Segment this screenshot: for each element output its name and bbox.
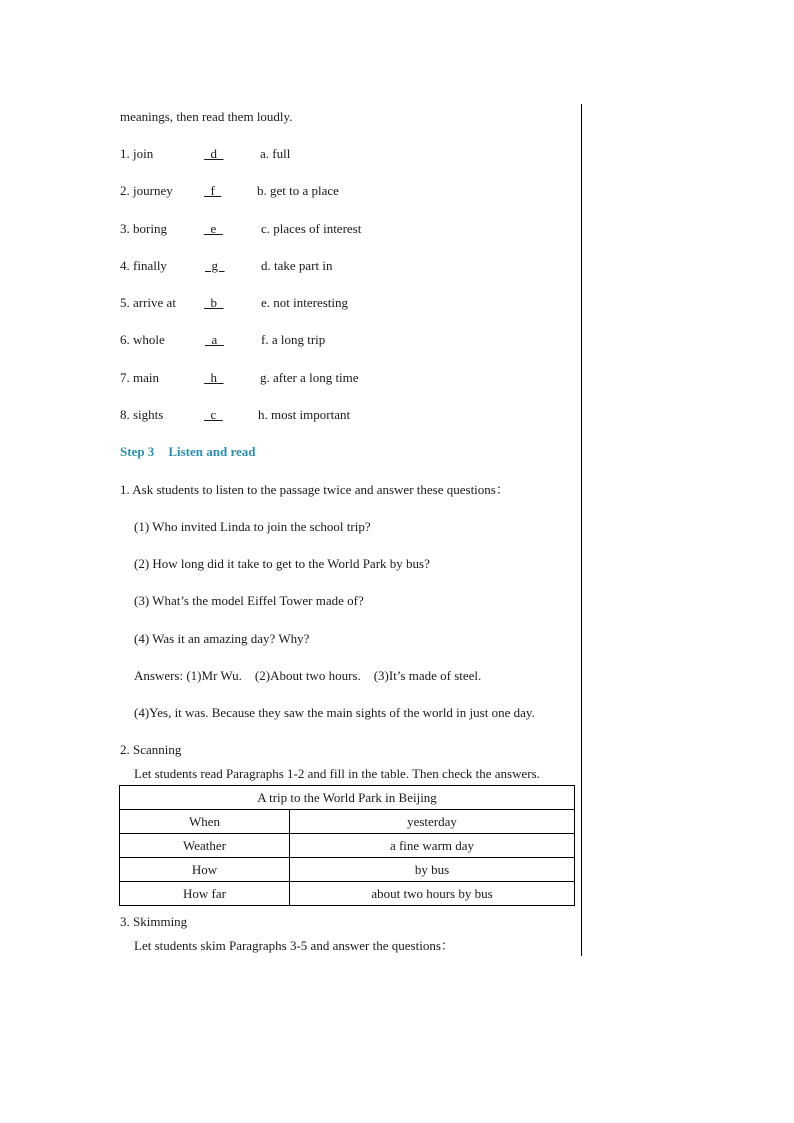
table-value: about two hours by bus bbox=[290, 882, 575, 906]
answers-line-2: (4)Yes, it was. Because they saw the main sights of the world in just one day. bbox=[134, 705, 535, 720]
question-1: (1) Who invited Linda to join the school trip? bbox=[134, 519, 371, 534]
vocab-definition: a. full bbox=[260, 146, 291, 161]
table-row bbox=[120, 810, 575, 834]
vocab-row bbox=[0, 332, 600, 348]
table-label: How far bbox=[120, 882, 290, 906]
vocab-word: 2. journey bbox=[120, 183, 173, 198]
step-label: Step 3 bbox=[120, 444, 155, 459]
vocab-answer: b bbox=[204, 295, 224, 310]
vocab-row bbox=[0, 146, 600, 162]
vocab-answer: c bbox=[204, 407, 223, 422]
table-value: a fine warm day bbox=[290, 834, 575, 858]
table-label: Weather bbox=[120, 834, 290, 858]
vocab-definition: f. a long trip bbox=[261, 332, 326, 347]
vocab-word: 8. sights bbox=[120, 407, 164, 422]
question-4: (4) Was it an amazing day? Why? bbox=[134, 631, 310, 646]
table-row bbox=[120, 834, 575, 858]
table-label: When bbox=[120, 810, 290, 834]
vocab-answer: h bbox=[204, 370, 224, 385]
vocab-word: 1. join bbox=[120, 146, 154, 161]
table-row bbox=[120, 858, 575, 882]
vocab-row bbox=[0, 183, 600, 199]
vocab-word: 3. boring bbox=[120, 221, 167, 236]
vocab-definition: c. places of interest bbox=[261, 221, 362, 236]
vocab-definition: h. most important bbox=[258, 407, 351, 422]
table-title: A trip to the World Park in Beijing bbox=[120, 786, 575, 810]
task2-instruction: Let students read Paragraphs 1-2 and fill in the table. Then check the answers. bbox=[134, 766, 540, 781]
step-heading bbox=[120, 444, 255, 460]
vocab-definition: g. after a long time bbox=[260, 370, 359, 385]
vocab-word: 5. arrive at bbox=[120, 295, 176, 310]
table-title-row bbox=[120, 786, 575, 810]
intro-line: meanings, then read them loudly. bbox=[120, 109, 293, 124]
vocab-row bbox=[0, 258, 600, 274]
vocab-row bbox=[0, 370, 600, 386]
step-title: Listen and read bbox=[168, 444, 256, 459]
vocab-answer: e bbox=[204, 221, 223, 236]
vocab-definition: d. take part in bbox=[261, 258, 333, 273]
question-3: (3) What’s the model Eiffel Tower made of? bbox=[134, 593, 364, 608]
task2-heading: 2. Scanning bbox=[120, 742, 182, 757]
vocab-word: 7. main bbox=[120, 370, 159, 385]
task3-heading: 3. Skimming bbox=[120, 914, 188, 929]
vocab-row bbox=[0, 407, 600, 423]
vocab-answer: f bbox=[204, 183, 222, 198]
trip-table bbox=[119, 785, 575, 906]
table-label: How bbox=[120, 858, 290, 882]
table-row bbox=[120, 882, 575, 906]
table-value: by bus bbox=[290, 858, 575, 882]
vocab-row bbox=[0, 221, 600, 237]
task1-instruction: 1. Ask students to listen to the passage twice and answer these questions： bbox=[120, 482, 509, 497]
vocab-definition: e. not interesting bbox=[261, 295, 349, 310]
vocab-answer: a bbox=[205, 332, 224, 347]
vocab-definition: b. get to a place bbox=[257, 183, 339, 198]
vocab-row bbox=[0, 295, 600, 311]
answers-line-1: Answers: (1)Mr Wu. (2)About two hours. (3)It’s made of steel. bbox=[134, 668, 482, 683]
table-value: yesterday bbox=[290, 810, 575, 834]
vocab-answer: g bbox=[205, 258, 225, 273]
task3-instruction: Let students skim Paragraphs 3-5 and answer the questions： bbox=[134, 938, 454, 953]
vocab-word: 6. whole bbox=[120, 332, 165, 347]
vocab-word: 4. finally bbox=[120, 258, 167, 273]
vocab-answer: d bbox=[204, 146, 224, 161]
question-2: (2) How long did it take to get to the World Park by bus? bbox=[134, 556, 430, 571]
